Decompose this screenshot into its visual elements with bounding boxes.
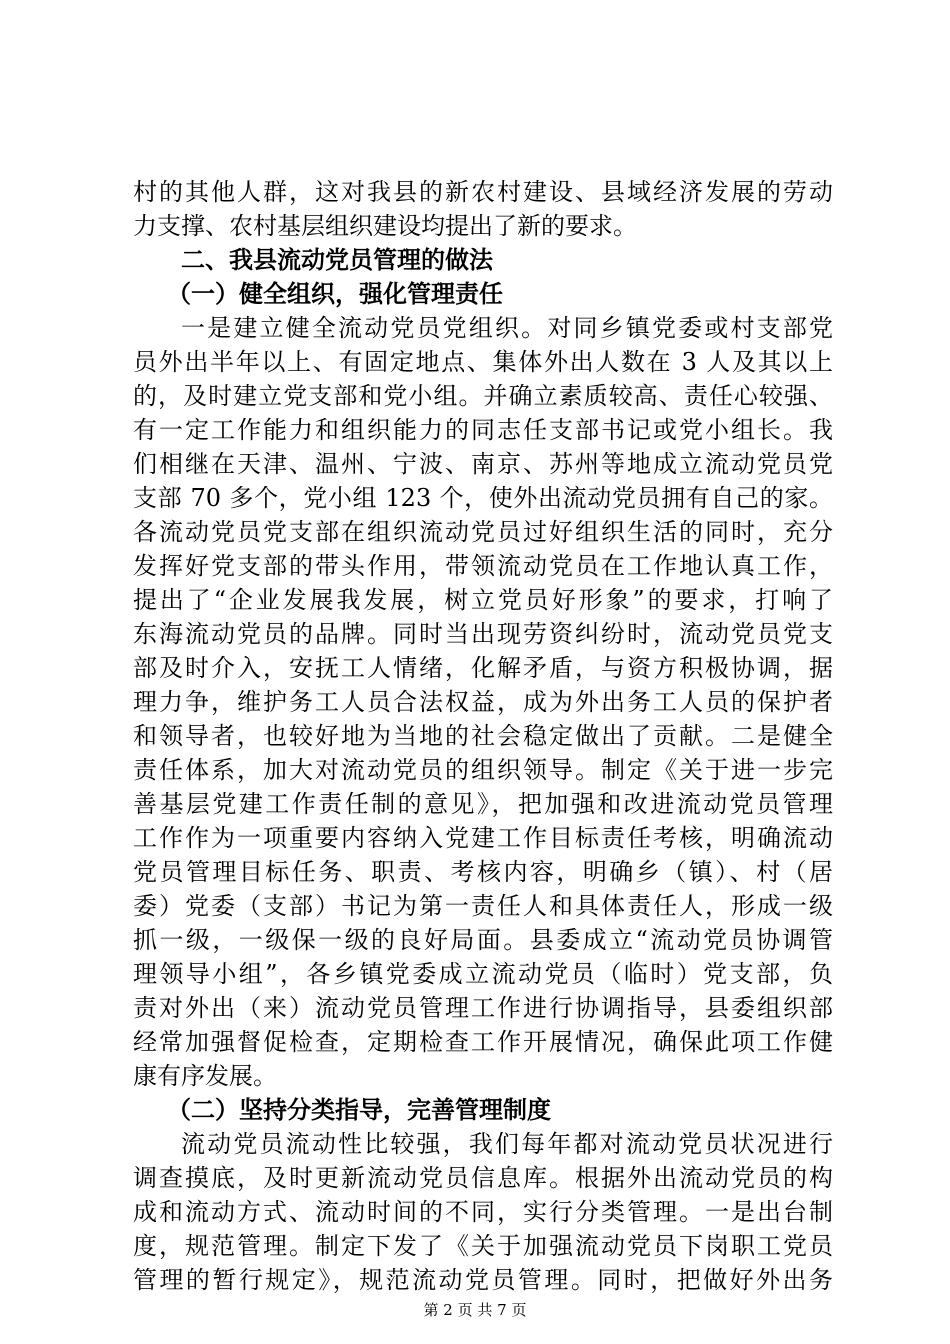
paragraph-line: 东海流动党员的品牌。同时当出现劳资纠纷时，流动党员党支 — [133, 620, 833, 648]
paragraph-line: 善基层党建工作责任制的意见》，把加强和改进流动党员管理 — [133, 790, 833, 818]
paragraph-line: 责对外出（来）流动党员管理工作进行协调指导，县委组织部 — [133, 994, 833, 1022]
paragraph-line: 有一定工作能力和组织能力的同志任支部书记或党小组长。我 — [133, 416, 833, 444]
paragraph-line: 度，规范管理。制定下发了《关于加强流动党员下岗职工党员 — [133, 1232, 833, 1260]
paragraph-line: 委）党委（支部）书记为第一责任人和具体责任人，形成一级 — [133, 892, 833, 920]
section-heading: 二、我县流动党员管理的做法 — [181, 246, 493, 274]
paragraph-line: 们相继在天津、温州、宁波、南京、苏州等地成立流动党员党 — [133, 450, 833, 478]
paragraph-line: 康有序发展。 — [133, 1062, 277, 1090]
paragraph-line: 员外出半年以上、有固定地点、集体外出人数在 3 人及其以上 — [133, 348, 833, 376]
paragraph-line: 发挥好党支部的带头作用，带领流动党员在工作地认真工作， — [133, 552, 833, 580]
paragraph-line: 提出了“企业发展我发展，树立党员好形象”的要求，打响了 — [133, 586, 833, 614]
paragraph-line: 和领导者，也较好地为当地的社会稳定做出了贡献。二是健全 — [133, 722, 833, 750]
paragraph-line: 成和流动方式、流动时间的不同，实行分类管理。一是出台制 — [133, 1198, 833, 1226]
body-line: 力支撑、农村基层组织建设均提出了新的要求。 — [133, 212, 637, 240]
paragraph-line: 一是建立健全流动党员党组织。对同乡镇党委或村支部党 — [181, 314, 833, 342]
paragraph-line: 经常加强督促检查，定期检查工作开展情况，确保此项工作健 — [133, 1028, 833, 1056]
paragraph-line: 党员管理目标任务、职责、考核内容，明确乡（镇）、村（居 — [133, 858, 833, 886]
paragraph-line: 流动党员流动性比较强，我们每年都对流动党员状况进行 — [181, 1130, 833, 1158]
paragraph-line: 调查摸底，及时更新流动党员信息库。根据外出流动党员的构 — [133, 1164, 833, 1192]
subsection-heading: （二）坚持分类指导，完善管理制度 — [167, 1096, 551, 1124]
paragraph-line: 部及时介入，安抚工人情绪，化解矛盾，与资方积极协调，据 — [133, 654, 833, 682]
paragraph-line: 工作作为一项重要内容纳入党建工作目标责任考核，明确流动 — [133, 824, 833, 852]
page-footer: 第 2 页 共 7 页 — [423, 1301, 527, 1319]
paragraph-line: 抓一级，一级保一级的良好局面。县委成立“流动党员协调管 — [133, 926, 833, 954]
paragraph-line: 管理的暂行规定》，规范流动党员管理。同时，把做好外出务 — [133, 1266, 833, 1294]
paragraph-line: 理力争，维护务工人员合法权益，成为外出务工人员的保护者 — [133, 688, 833, 716]
body-line: 村的其他人群，这对我县的新农村建设、县域经济发展的劳动 — [133, 178, 833, 206]
paragraph-line: 支部 70 多个，党小组 123 个，使外出流动党员拥有自己的家。 — [133, 484, 833, 512]
paragraph-line: 各流动党员党支部在组织流动党员过好组织生活的同时，充分 — [133, 518, 833, 546]
paragraph-line: 理领导小组”，各乡镇党委成立流动党员（临时）党支部，负 — [133, 960, 833, 988]
paragraph-line: 的，及时建立党支部和党小组。并确立素质较高、责任心较强、 — [133, 382, 833, 410]
subsection-heading: （一）健全组织，强化管理责任 — [167, 280, 503, 308]
paragraph-line: 责任体系，加大对流动党员的组织领导。制定《关于进一步完 — [133, 756, 833, 784]
